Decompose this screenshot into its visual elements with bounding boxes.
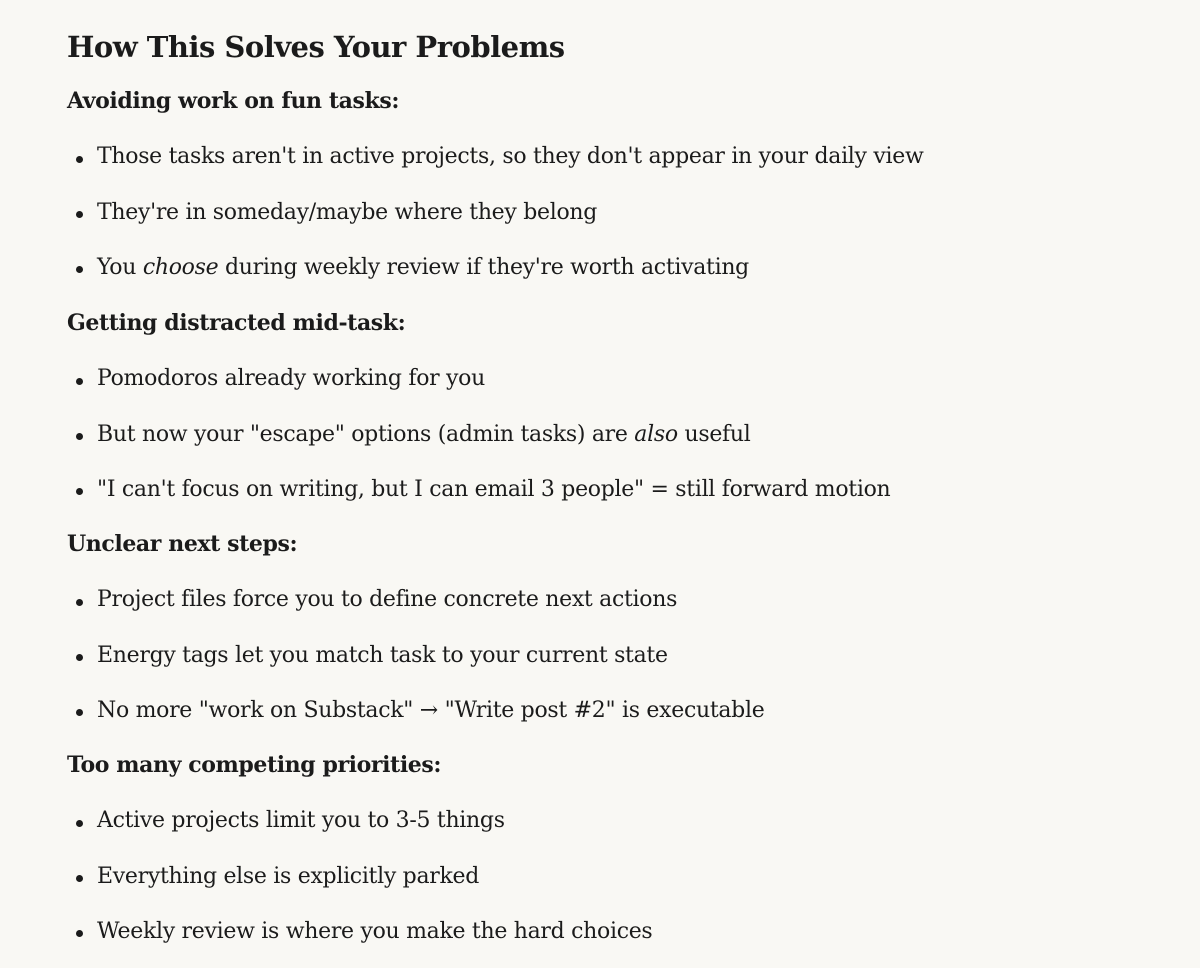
bullet-icon [76,156,83,163]
list-item: Everything else is explicitly parked [67,848,1167,903]
bullet-icon [76,930,83,937]
bullet-icon [76,211,83,218]
section-heading: Too many competing priorities: [67,752,442,778]
list-item: But now your "escape" options (admin tasks) are also useful [67,406,1167,461]
section-heading: Getting distracted mid-task: [67,310,406,336]
bullet-icon [76,709,83,716]
list-item: Those tasks aren't in active projects, so they don't appear in your daily view [67,129,1167,184]
list-item: They're in someday/maybe where they belong [67,184,1167,239]
page-title: How This Solves Your Problems [67,30,565,64]
section-priorities [67,750,1167,959]
bullet-list [67,129,1167,295]
section-heading: Avoiding work on fun tasks: [67,88,400,114]
list-item: No more "work on Substack" → "Write post #2" is executable [67,683,1167,738]
bullet-icon [76,875,83,882]
list-item: Weekly review is where you make the hard choices [67,904,1167,959]
list-item: Pomodoros already working for you [67,351,1167,406]
section-unclear-steps [67,529,1167,738]
section-distracted [67,308,1167,517]
list-item: Energy tags let you match task to your current state [67,627,1167,682]
bullet-list [67,572,1167,738]
bullet-list [67,793,1167,959]
list-item: You choose during weekly review if they're worth activating [67,240,1167,295]
list-item: "I can't focus on writing, but I can email 3 people" = still forward motion [67,462,1167,517]
bullet-list [67,351,1167,517]
bullet-icon [76,654,83,661]
bullet-icon [76,599,83,606]
bullet-icon [76,488,83,495]
list-item: Active projects limit you to 3-5 things [67,793,1167,848]
section-heading: Unclear next steps: [67,531,298,557]
list-item: Project files force you to define concrete next actions [67,572,1167,627]
bullet-icon [76,820,83,827]
section-avoiding-work [67,86,1167,295]
bullet-icon [76,433,83,440]
bullet-icon [76,266,83,273]
bullet-icon [76,378,83,385]
